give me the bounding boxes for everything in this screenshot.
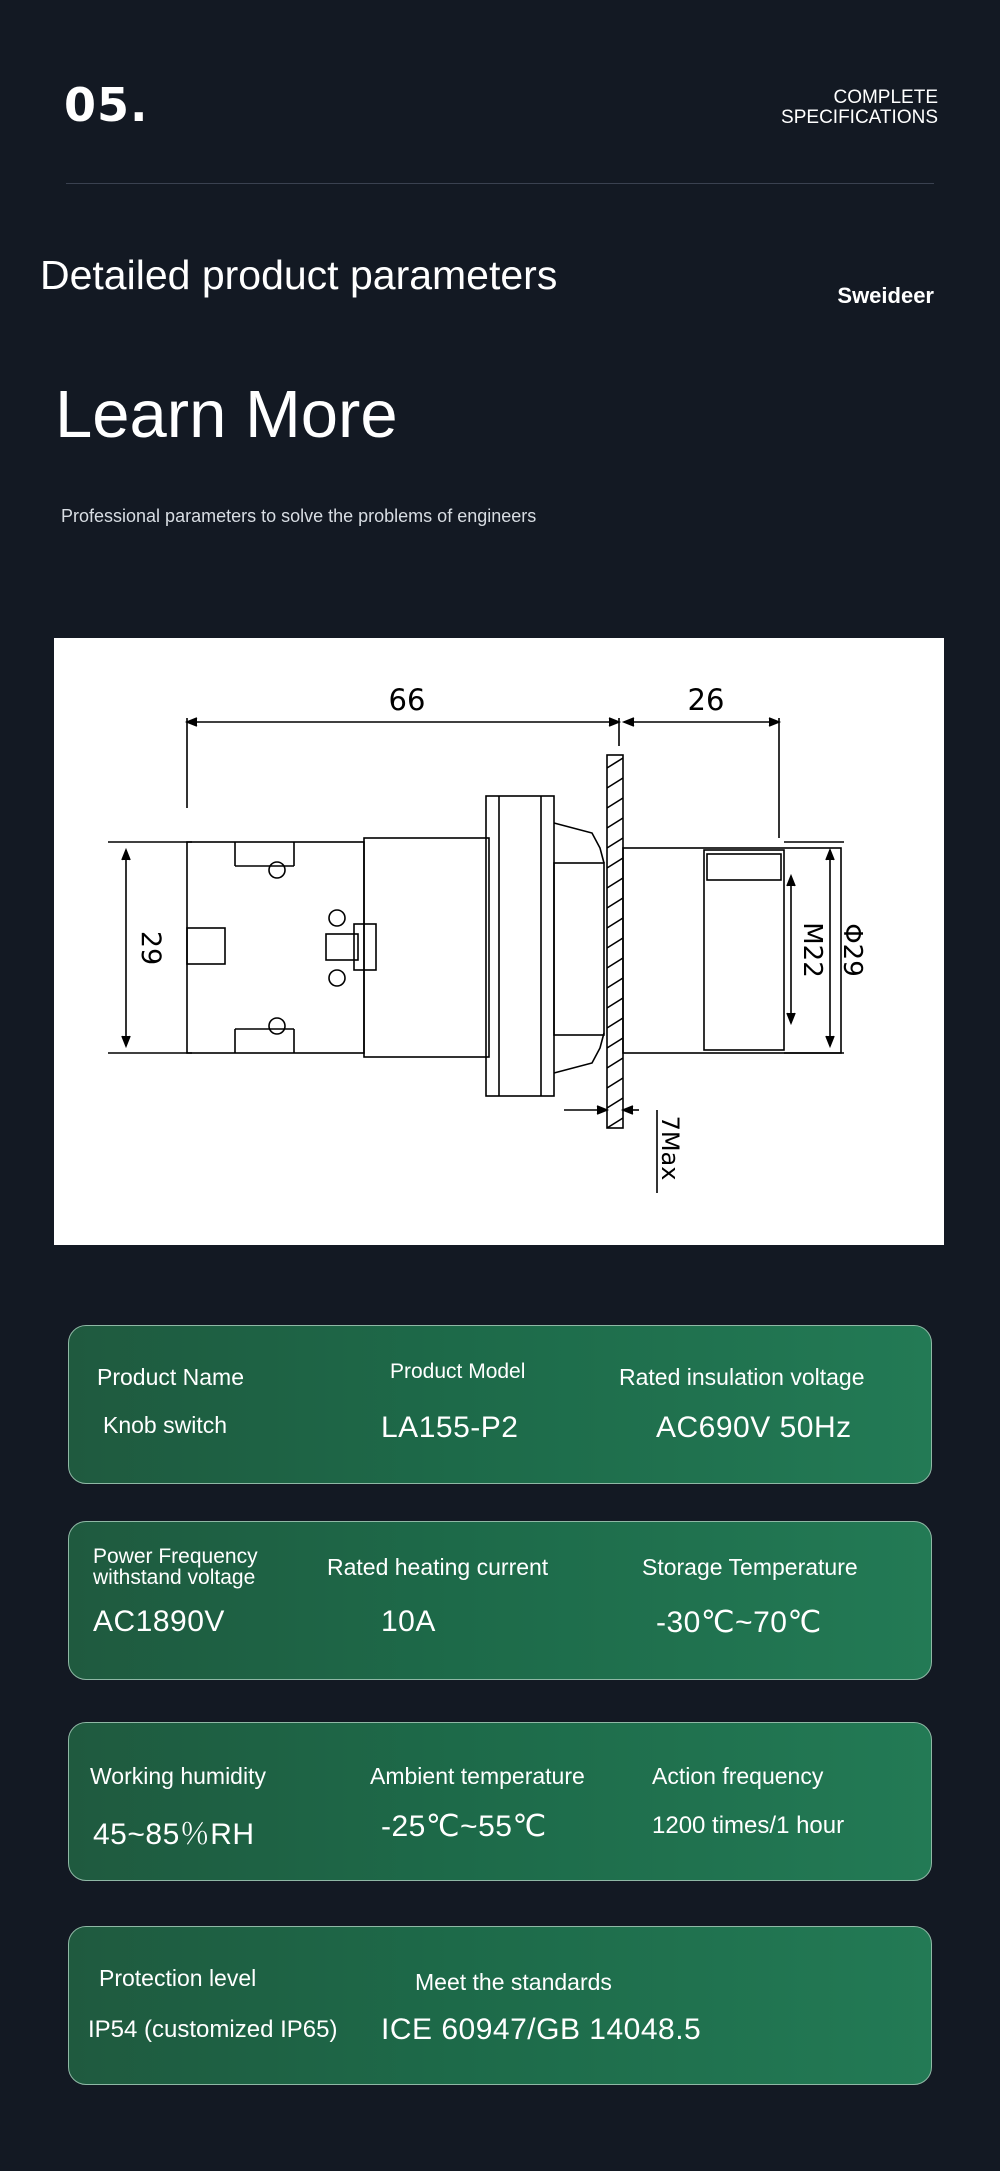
rated-heating-current-label: Rated heating current — [327, 1554, 549, 1580]
standards-value: ICE 60947/GB 14048.5 — [381, 2013, 702, 2046]
power-frequency-label — [93, 1546, 258, 1588]
complete-line-1: COMPLETE — [833, 87, 938, 108]
storage-temperature-value: -30℃~70℃ — [656, 1606, 822, 1639]
power-frequency-label-line-2: withstand voltage — [93, 1566, 256, 1589]
brand-logo: Sweideer — [837, 283, 934, 308]
spec-card-4 — [68, 1926, 932, 2085]
product-model-value: LA155-P2 — [381, 1411, 519, 1444]
working-humidity-value: 45~85％RH — [93, 1818, 255, 1851]
spec-card-3 — [68, 1722, 932, 1881]
subtitle: Professional parameters to solve the problems of engineers — [61, 506, 537, 526]
storage-temperature-label: Storage Temperature — [642, 1554, 858, 1580]
product-name-value: Knob switch — [103, 1412, 228, 1438]
dim-66: 66 — [388, 683, 426, 717]
dim-26: 26 — [687, 683, 725, 717]
product-name-label: Product Name — [97, 1364, 245, 1390]
dim-7max: 7Max — [656, 1115, 684, 1181]
dim-m22: M22 — [797, 922, 827, 978]
section-number: 05. — [64, 78, 149, 132]
product-model-label-text: Product Model — [390, 1360, 526, 1383]
spec-card-1 — [68, 1325, 932, 1484]
rated-insulation-voltage-label: Rated insulation voltage — [619, 1364, 865, 1390]
complete-specifications-label — [781, 88, 938, 128]
action-frequency-value: 1200 times/1 hour — [652, 1812, 845, 1839]
dim-phi29: Φ29 — [837, 923, 867, 977]
learn-more-heading: Learn More — [55, 377, 398, 452]
standards-label: Meet the standards — [415, 1969, 612, 1995]
rated-insulation-voltage-value: AC690V 50Hz — [656, 1411, 852, 1444]
page-title: Detailed product parameters — [40, 252, 558, 298]
working-humidity-label: Working humidity — [90, 1763, 266, 1789]
protection-level-label: Protection level — [99, 1965, 257, 1991]
action-frequency-label: Action frequency — [652, 1763, 824, 1789]
rated-heating-current-value: 10A — [381, 1605, 436, 1638]
complete-line-2: SPECIFICATIONS — [781, 107, 938, 128]
spec-card-2 — [68, 1521, 932, 1680]
ambient-temperature-label: Ambient temperature — [370, 1763, 585, 1789]
ambient-temperature-value: -25℃~55℃ — [381, 1810, 547, 1843]
power-frequency-value: AC1890V — [93, 1605, 225, 1638]
divider — [66, 183, 934, 184]
dim-29: 29 — [135, 930, 166, 966]
protection-level-value: IP54 (customized IP65) — [88, 2016, 338, 2043]
dimension-drawing — [54, 638, 944, 1245]
power-frequency-label-line-1: Power Frequency — [93, 1545, 258, 1568]
